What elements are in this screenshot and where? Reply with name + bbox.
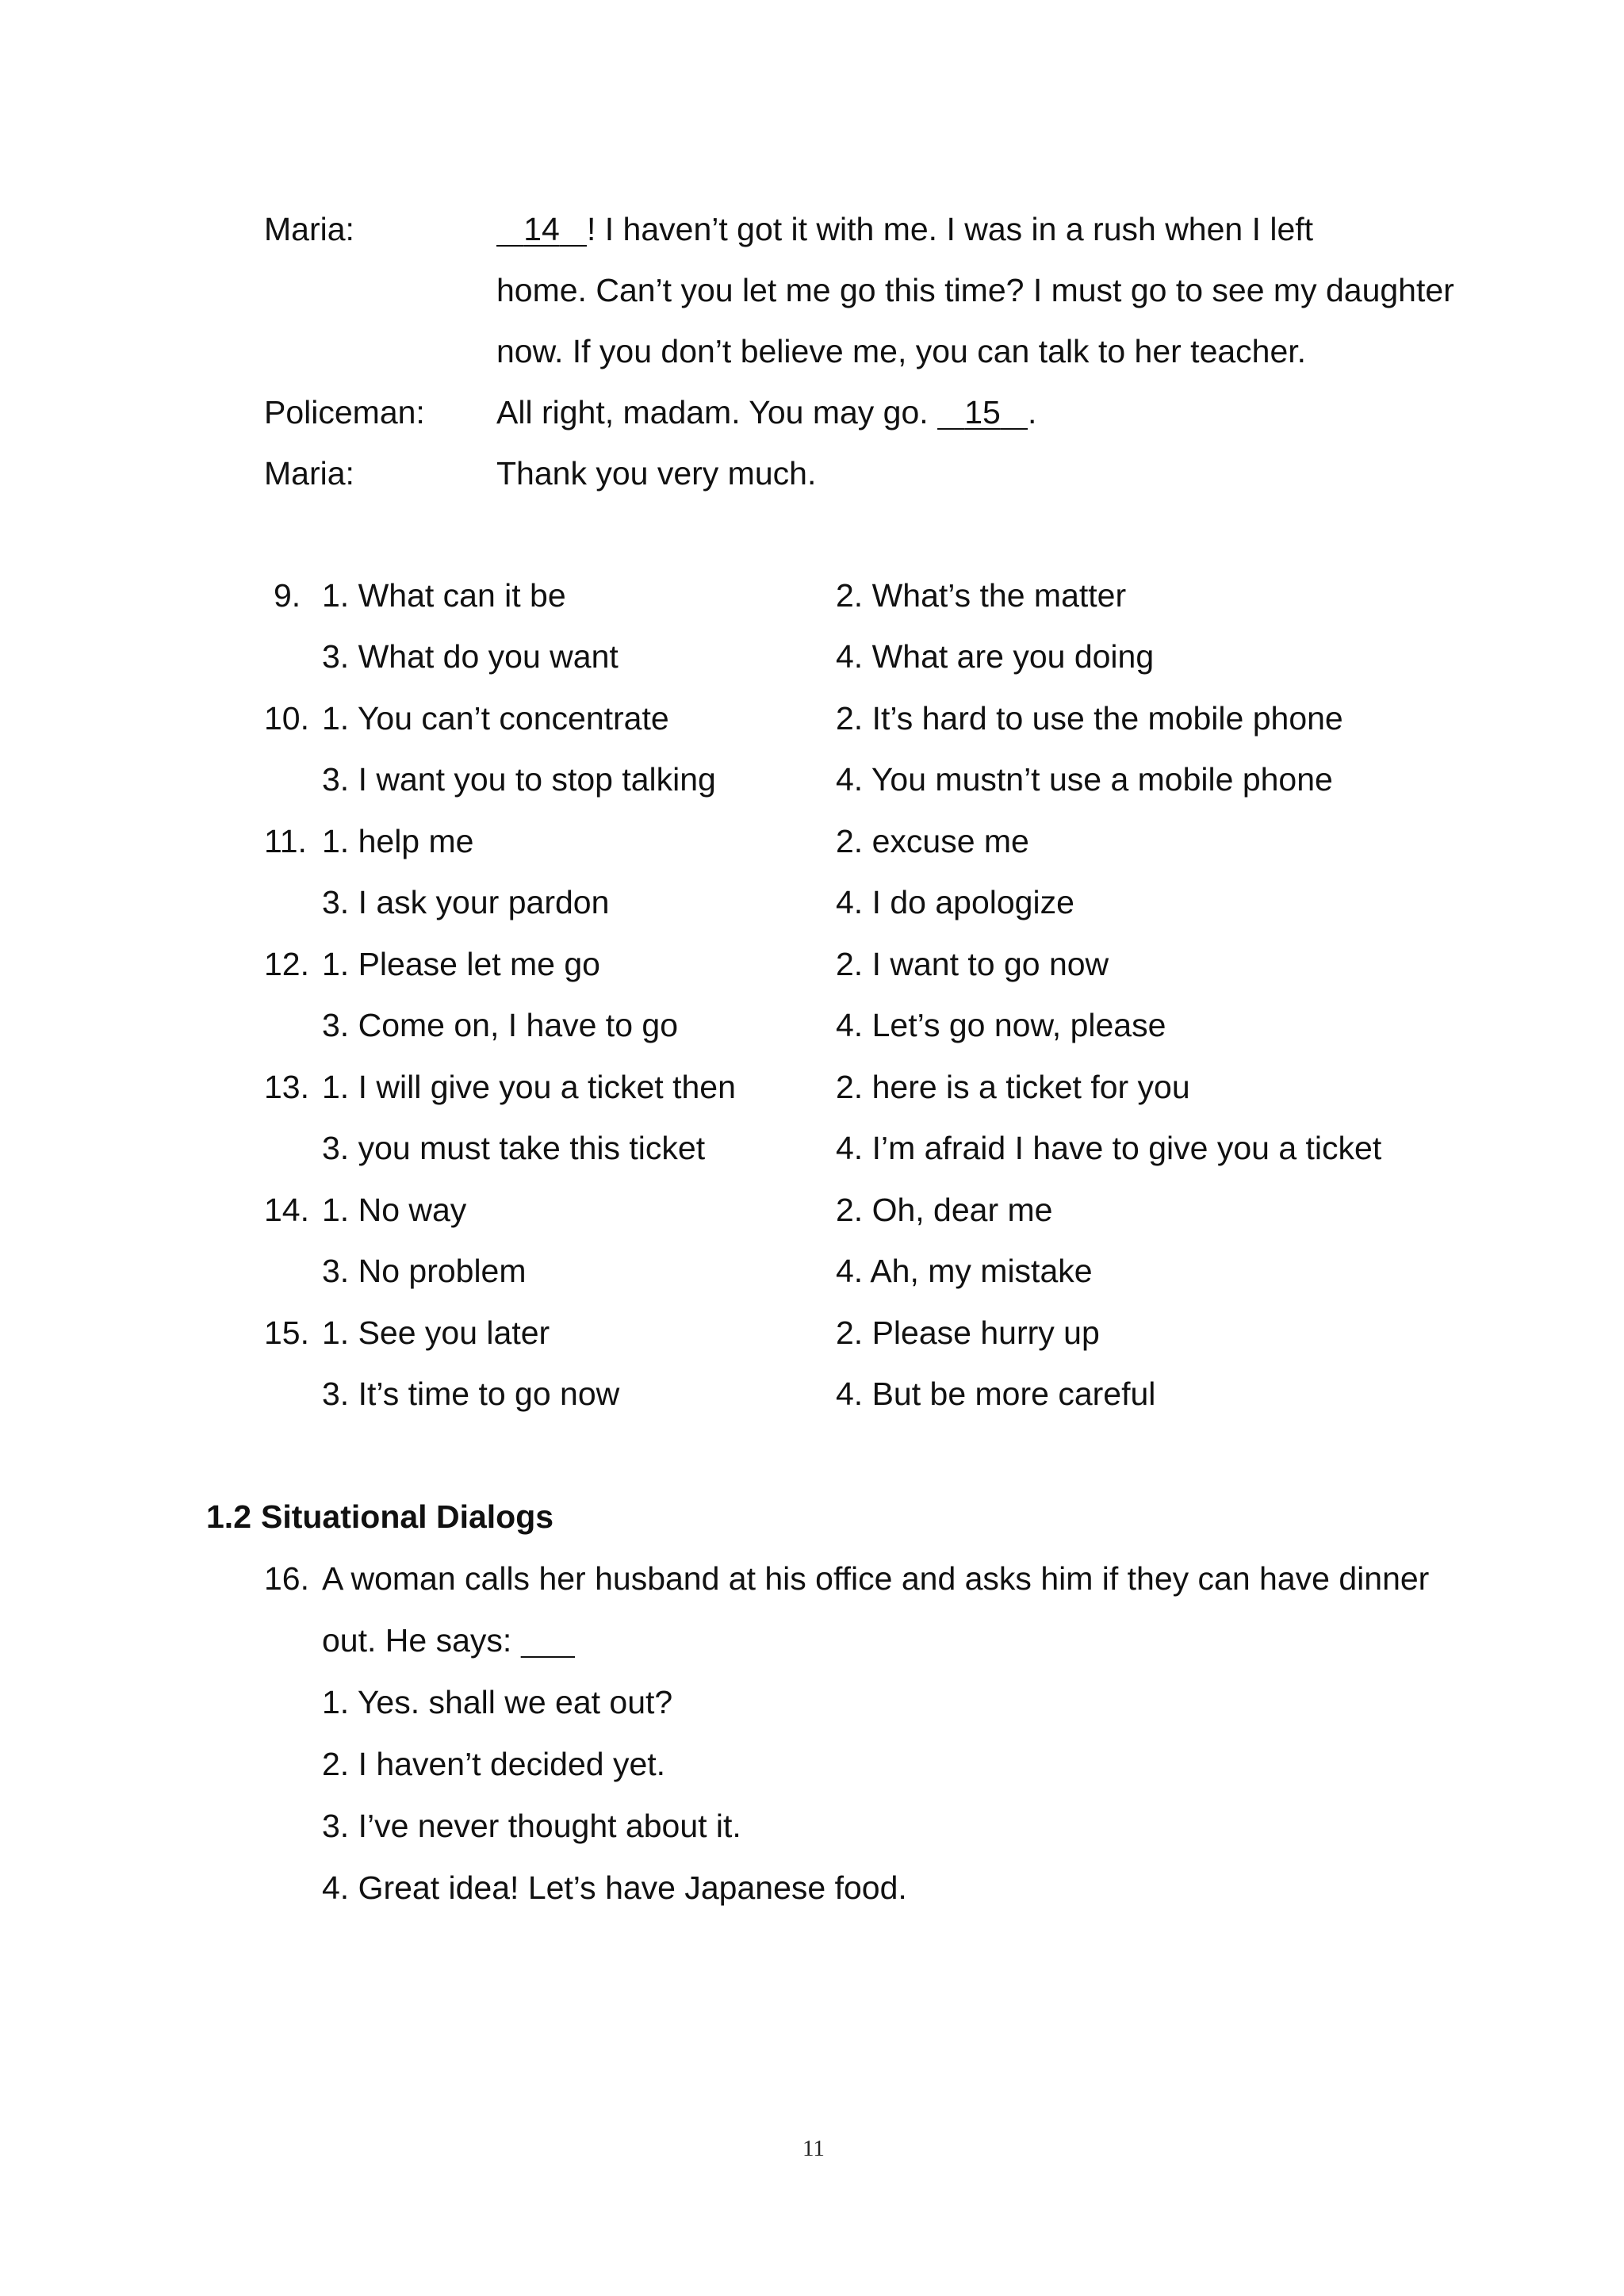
option: 2. I haven’t decided yet. [322,1746,666,1782]
dialog-line: home. Can’t you let me go this time? I must go to see my daughter [496,272,1454,308]
option: 2. excuse me [836,823,1029,859]
question-stem: A woman calls her husband at his office and asks him if they can have dinner [322,1560,1430,1597]
question-number: 10. [264,700,309,737]
speaker-label: Policeman: [264,394,425,430]
option: 1. You can’t concentrate [322,700,669,737]
dialog-text: ! I haven’t got it with me. I was in a rush when I left [586,211,1314,247]
option: 4. Ah, my mistake [836,1253,1093,1289]
answer-blank [521,1624,575,1657]
option: 4. What are you doing [836,638,1155,675]
option: 4. I do apologize [836,884,1074,920]
option: 1. I will give you a ticket then [322,1069,736,1105]
page-number: 11 [802,2136,825,2161]
question-number: 12. [264,946,309,982]
option: 3. you must take this ticket [322,1130,706,1166]
option: 4. Great idea! Let’s have Japanese food. [322,1869,907,1906]
option: 3. I want you to stop talking [322,761,716,798]
option: 4. Let’s go now, please [836,1007,1166,1043]
option: 3. I ask your pardon [322,884,610,920]
option: 2. It’s hard to use the mobile phone [836,700,1343,737]
section-heading [206,1498,554,1535]
option: 2. I want to go now [836,946,1109,982]
dialog-line: Thank you very much. [496,455,817,492]
option: 3. Come on, I have to go [322,1007,678,1043]
question-number: 14. [264,1192,309,1228]
dialog-line: now. If you don’t believe me, you can talk to her teacher. [496,333,1307,369]
option: 1. What can it be [322,577,566,614]
question-number: 16. [264,1560,309,1597]
option: 1. help me [322,823,474,859]
option: 3. It’s time to go now [322,1376,620,1412]
dialog-text: All right, madam. You may go. [496,394,938,430]
option: 3. No problem [322,1253,527,1289]
section-title: Situational Dialogs [261,1498,554,1535]
option: 2. What’s the matter [836,577,1127,614]
question-number: 13. [264,1069,309,1105]
dialog-line [496,213,1313,246]
option: 2. here is a ticket for you [836,1069,1190,1105]
option: 3. What do you want [322,638,619,675]
option: 1. See you later [322,1314,550,1351]
question-stem: out. He says: [322,1624,575,1657]
blank-number: 15 [964,394,1001,430]
option: 4. But be more careful [836,1376,1156,1412]
question-number: 9. [274,577,301,614]
option: 1. No way [322,1192,467,1228]
section-number: 1.2 [206,1498,251,1535]
answer-blank [496,213,587,246]
option: 2. Please hurry up [836,1314,1100,1351]
blank-number: 14 [523,211,560,247]
answer-blank [937,396,1028,429]
option: 1. Please let me go [322,946,600,982]
speaker-label: Maria: [264,455,354,492]
option: 3. I’ve never thought about it. [322,1808,741,1844]
question-number: 11. [264,823,307,859]
speaker-label: Maria: [264,211,354,247]
option: 2. Oh, dear me [836,1192,1053,1228]
question-number: 15. [264,1314,309,1351]
dialog-line: All right, madam. You may go. 15 . [496,394,1037,430]
option: 4. I’m afraid I have to give you a ticket [836,1130,1382,1166]
option: 1. Yes. shall we eat out? [322,1684,673,1720]
option: 4. You mustn’t use a mobile phone [836,761,1333,798]
